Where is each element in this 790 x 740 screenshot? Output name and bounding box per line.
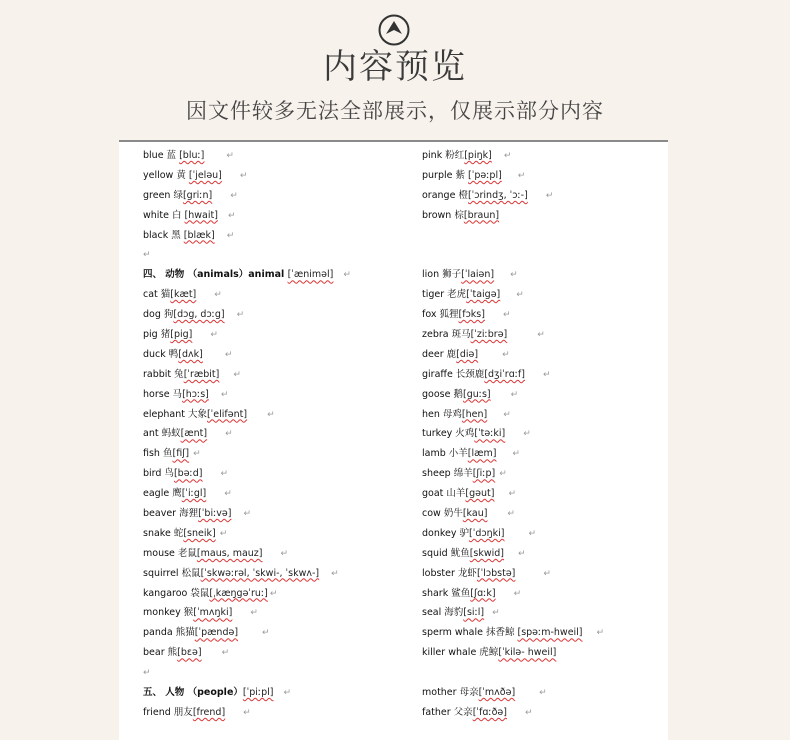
vocab-word: orange 橙 [422, 189, 468, 201]
phonetic: [dʒiˈrɑːf] [484, 368, 525, 380]
paragraph-mark-icon: ↵ [523, 429, 531, 440]
phonetic: [piŋk] [464, 150, 492, 161]
paragraph-mark-icon: ↵ [239, 170, 248, 181]
vocab-row [422, 464, 668, 484]
vocab-word: hen 母鸡 [422, 408, 462, 420]
paragraph-mark-icon: ↵ [524, 707, 533, 718]
vocab-row [422, 683, 668, 703]
paragraph-mark-icon: ↵ [221, 648, 230, 659]
paragraph-mark-icon: ↵ [502, 310, 511, 321]
paragraph-mark-icon: ↵ [539, 688, 547, 699]
vocab-word: blue 蓝 [143, 150, 180, 161]
paragraph-mark-icon: ↵ [528, 528, 536, 539]
paragraph-mark-icon: ↵ [596, 628, 605, 639]
vocab-word: killer whale 虎鲸 [422, 647, 499, 659]
paragraph-mark-icon: ↵ [267, 409, 275, 420]
phonetic: [hwait] [184, 209, 218, 221]
phonetic: [griːn] [182, 189, 213, 201]
paragraph-mark-icon: ↵ [503, 151, 512, 161]
phonetic: [dɔg, dɔːg] [173, 309, 225, 321]
vocab-word: snake 蛇 [143, 527, 184, 539]
vocab-row [143, 405, 413, 425]
paragraph-mark-icon: ↵ [492, 608, 500, 619]
vocab-row [422, 524, 668, 544]
up-arrow-circle-icon [378, 14, 410, 46]
paragraph-mark-icon: ↵ [510, 270, 518, 281]
phonetic: [pig] [170, 329, 193, 341]
paragraph-mark-icon: ↵ [331, 568, 339, 579]
phonetic: [diə] [456, 348, 479, 360]
paragraph-mark-icon: ↵ [243, 509, 252, 520]
phonetic: [bəːd] [173, 468, 203, 480]
vocab-row [143, 703, 413, 723]
vocab-word: pink 粉红 [422, 150, 465, 161]
paragraph-mark-icon: ↵ [513, 588, 522, 599]
paragraph-mark-icon: ↵ [545, 190, 554, 201]
phonetic: [ˈiːgl] [181, 488, 207, 500]
phonetic: [ˈlaiən] [461, 269, 495, 281]
vocab-word: cat 猫 [143, 289, 171, 301]
vocab-row [422, 166, 668, 186]
paragraph-mark-icon: ↵ [280, 548, 289, 559]
paragraph-mark-icon: ↵ [502, 349, 510, 360]
vocab-row [143, 146, 413, 166]
phonetic: [guːs] [462, 388, 491, 400]
vocab-word: elephant 大象 [143, 408, 207, 420]
vocab-word: pig 猪 [143, 329, 171, 341]
phonetic: [ˈtaigə] [466, 289, 501, 301]
phonetic: [ænt] [180, 428, 208, 440]
vocab-word: horse 马 [143, 388, 183, 400]
vocab-word: eagle 鹰 [143, 488, 182, 500]
vocab-word: lobster 龙虾 [422, 567, 477, 579]
phonetic: [ˈdɔŋki] [469, 527, 505, 539]
paragraph-mark-icon: ↵ [543, 568, 551, 579]
paragraph-mark-icon: ↵ [233, 369, 241, 380]
phonetic: [ˈkilə- hweil] [498, 647, 557, 659]
vocab-row [143, 623, 413, 643]
phonetic: [læm] [467, 448, 497, 460]
vocab-word: beaver 海狸 [143, 508, 199, 520]
phonetic: [fɔks] [458, 309, 485, 321]
paragraph-mark-icon: ↵ [243, 707, 251, 718]
paragraph-mark-icon: ↵ [226, 151, 234, 161]
vocab-word: panda 熊猫 [143, 627, 195, 639]
vocab-word: yellow 黄 [143, 169, 189, 181]
vocab-word: purple 紫 [422, 169, 469, 181]
phonetic: [frend] [192, 706, 226, 718]
paragraph-mark-icon: ↵ [343, 270, 351, 281]
phonetic: [braun] [463, 209, 500, 221]
vocab-word: rabbit 兔 [143, 368, 184, 380]
vocab-word: dog 狗 [143, 309, 174, 321]
vocab-row [143, 365, 413, 385]
paragraph-mark-icon: ↵ [225, 429, 233, 440]
phonetic: [hen] [461, 408, 488, 420]
document-preview [119, 142, 668, 740]
vocab-word: donkey 驴 [422, 527, 470, 539]
phonetic: [ˈziːbrə] [470, 329, 508, 341]
vocab-word: black 黑 [143, 229, 184, 241]
phonetic: [ˈɔrindʒ, ˈɔː-] [467, 189, 528, 201]
phonetic: [kæt] [170, 289, 197, 301]
vocab-row [422, 584, 668, 604]
phonetic: [siːl] [463, 607, 485, 619]
phonetic: [blæk] [183, 229, 215, 241]
vocab-row [422, 226, 668, 246]
vocab-row [143, 265, 413, 285]
paragraph-mark-icon: ↵ [510, 389, 519, 400]
vocab-row [422, 345, 668, 365]
paragraph-mark-icon: ↵ [220, 469, 229, 480]
paragraph-mark-icon: ↵ [230, 190, 238, 201]
paragraph-mark-icon: ↵ [143, 668, 151, 679]
phonetic: [ˈbiːvə] [198, 508, 232, 520]
vocab-row [143, 464, 413, 484]
paragraph-mark-icon: ↵ [542, 369, 551, 380]
page-subtitle: 因文件较多无法全部展示，仅展示部分内容 [186, 99, 604, 123]
vocab-row [422, 484, 668, 504]
vocab-word: father 父亲 [422, 706, 473, 718]
vocab-row [143, 603, 413, 623]
vocab-row [143, 385, 413, 405]
vocab-row [422, 365, 668, 385]
paragraph-mark-icon: ↵ [193, 449, 201, 460]
phonetic: [ˈskwəːrəl, ˈskwi-, ˈskwʌ-] [200, 567, 320, 579]
vocab-word: mother 母亲 [422, 687, 479, 699]
vocab-word: green 绿 [143, 189, 183, 201]
phonetic: [fiʃ] [172, 448, 190, 460]
phonetic: [ˈmʌðə] [478, 687, 516, 699]
paragraph-mark-icon: ↵ [220, 389, 229, 400]
vocab-word: bird 鸟 [143, 468, 174, 480]
phonetic: [bluː] [179, 150, 205, 161]
vocab-row [422, 265, 668, 285]
vocab-row [422, 544, 668, 564]
paragraph-mark-icon: ↵ [227, 210, 236, 221]
vocab-word: giraffe 长颈鹿 [422, 368, 485, 380]
vocab-word: duck 鸭 [143, 348, 179, 360]
vocab-word: bear 熊 [143, 647, 178, 659]
vocab-word: lion 狮子 [422, 269, 462, 281]
vocab-row [143, 305, 413, 325]
vocab-row [143, 484, 413, 504]
paragraph-mark-icon: ↵ [262, 628, 270, 639]
vocab-row [422, 385, 668, 405]
vocab-row [143, 584, 413, 604]
paragraph-mark-icon: ↵ [269, 588, 278, 599]
vocab-row [422, 564, 668, 584]
vocab-row [422, 245, 668, 265]
paragraph-mark-icon: ↵ [236, 310, 245, 321]
vocab-word: monkey 猴 [143, 607, 194, 619]
vocab-row [422, 603, 668, 623]
paragraph-mark-icon: ↵ [143, 250, 151, 261]
vocab-row [143, 544, 413, 564]
phonetic: [ˈræbit] [183, 368, 220, 380]
vocab-row [143, 345, 413, 365]
paragraph-mark-icon: ↵ [219, 528, 228, 539]
vocab-row [422, 444, 668, 464]
vocab-row [143, 186, 413, 206]
paragraph-mark-icon: ↵ [512, 449, 520, 460]
left-column [143, 146, 413, 723]
vocab-row [422, 285, 668, 305]
vocab-word: lamb 小羊 [422, 448, 468, 460]
paragraph-mark-icon: ↵ [283, 688, 292, 699]
vocab-row [422, 325, 668, 345]
vocab-word: tiger 老虎 [422, 289, 467, 301]
paragraph-mark-icon: ↵ [226, 230, 235, 241]
paragraph-mark-icon: ↵ [516, 290, 524, 301]
vocab-word: squirrel 松鼠 [143, 567, 201, 579]
right-column [422, 146, 668, 723]
vocab-row [143, 226, 413, 246]
paragraph-mark-icon: ↵ [508, 489, 517, 500]
paragraph-mark-icon: ↵ [224, 349, 233, 360]
vocab-word: shark 鲨鱼 [422, 587, 471, 599]
vocab-word: mouse 老鼠 [143, 547, 197, 559]
vocab-row [422, 663, 668, 683]
phonetic: [ˈtəːki] [474, 428, 506, 440]
vocab-word: deer 鹿 [422, 348, 457, 360]
vocab-row [143, 504, 413, 524]
vocab-word: brown 棕 [422, 209, 464, 221]
vocab-row [143, 643, 413, 663]
vocab-row [143, 206, 413, 226]
phonetic: [skwid] [469, 547, 505, 559]
phonetic: [ˈpiːpl] [242, 687, 274, 699]
vocab-word: seal 海豹 [422, 607, 464, 619]
vocab-word: cow 奶牛 [422, 508, 463, 520]
phonetic: [ˈjeləu] [188, 169, 222, 181]
phonetic: [ˈpəːpl] [468, 169, 502, 181]
paragraph-mark-icon: ↵ [214, 290, 222, 301]
phonetic: [maus, mauz] [196, 547, 263, 559]
phonetic: [ˌkæŋgəˈruː] [209, 587, 268, 599]
vocab-row [143, 444, 413, 464]
vocab-row [143, 683, 413, 703]
phonetic: [ˈelifənt] [206, 408, 248, 420]
vocab-word: 五、 人物 （people） [143, 687, 243, 699]
vocab-row [422, 305, 668, 325]
phonetic: [spəːm-hweil] [517, 627, 583, 639]
phonetic: [bɛə] [177, 647, 202, 659]
vocab-row [422, 504, 668, 524]
phonetic: [dʌk] [178, 348, 203, 360]
vocab-word: goat 山羊 [422, 488, 466, 500]
vocab-row [422, 424, 668, 444]
vocab-word: kangaroo 袋鼠 [143, 587, 210, 599]
vocab-row [422, 405, 668, 425]
vocab-row [422, 206, 668, 226]
vocab-word: squid 鱿鱼 [422, 547, 470, 559]
phonetic: [ˈlɔbstə] [476, 567, 516, 579]
phonetic: [ˈmʌŋki] [193, 607, 233, 619]
vocab-word: ant 蚂蚁 [143, 428, 181, 440]
vocab-row [143, 285, 413, 305]
paragraph-mark-icon: ↵ [507, 509, 515, 520]
vocab-word: sperm whale 抹香鲸 [422, 627, 518, 639]
phonetic: [hɔːs] [182, 388, 209, 400]
phonetic: [gəut] [465, 488, 495, 500]
phonetic: [sneik] [183, 527, 216, 539]
vocab-word: zebra 斑马 [422, 329, 471, 341]
vocab-row [143, 245, 413, 265]
phonetic: [ʃɑːk] [470, 587, 496, 599]
vocab-row [143, 166, 413, 186]
paragraph-mark-icon: ↵ [210, 330, 218, 341]
paragraph-mark-icon: ↵ [518, 548, 526, 559]
vocab-word: friend 朋友 [143, 706, 193, 718]
paragraph-mark-icon: ↵ [503, 409, 511, 420]
vocab-word: fish 鱼 [143, 448, 173, 460]
paragraph-mark-icon: ↵ [224, 489, 232, 500]
vocab-row [143, 424, 413, 444]
paragraph-mark-icon: ↵ [499, 469, 507, 480]
vocab-row [422, 146, 668, 166]
phonetic: [ˈpændə] [194, 627, 239, 639]
phonetic: [kau] [462, 508, 488, 520]
vocab-word: white 白 [143, 209, 185, 221]
vocab-row [422, 643, 668, 663]
phonetic: [ʃiːp] [472, 468, 496, 480]
phonetic: [ˈfɑːðə] [472, 706, 507, 718]
vocab-row [143, 564, 413, 584]
vocab-word: fox 狐狸 [422, 309, 459, 321]
paragraph-mark-icon: ↵ [517, 170, 526, 181]
paragraph-mark-icon: ↵ [250, 608, 258, 619]
page-title: 内容预览 [323, 47, 467, 87]
paragraph-mark-icon: ↵ [537, 330, 545, 341]
vocab-word: turkey 火鸡 [422, 428, 475, 440]
vocab-row [422, 623, 668, 643]
vocab-row [422, 703, 668, 723]
vocab-row [143, 663, 413, 683]
vocab-word: goose 鹅 [422, 388, 463, 400]
vocab-word: 四、 动物 （animals）animal [143, 269, 288, 281]
phonetic: [ˈæniməl] [287, 269, 334, 281]
vocab-row [143, 524, 413, 544]
vocab-row [422, 186, 668, 206]
vocab-word: sheep 绵羊 [422, 468, 473, 480]
vocab-row [143, 325, 413, 345]
